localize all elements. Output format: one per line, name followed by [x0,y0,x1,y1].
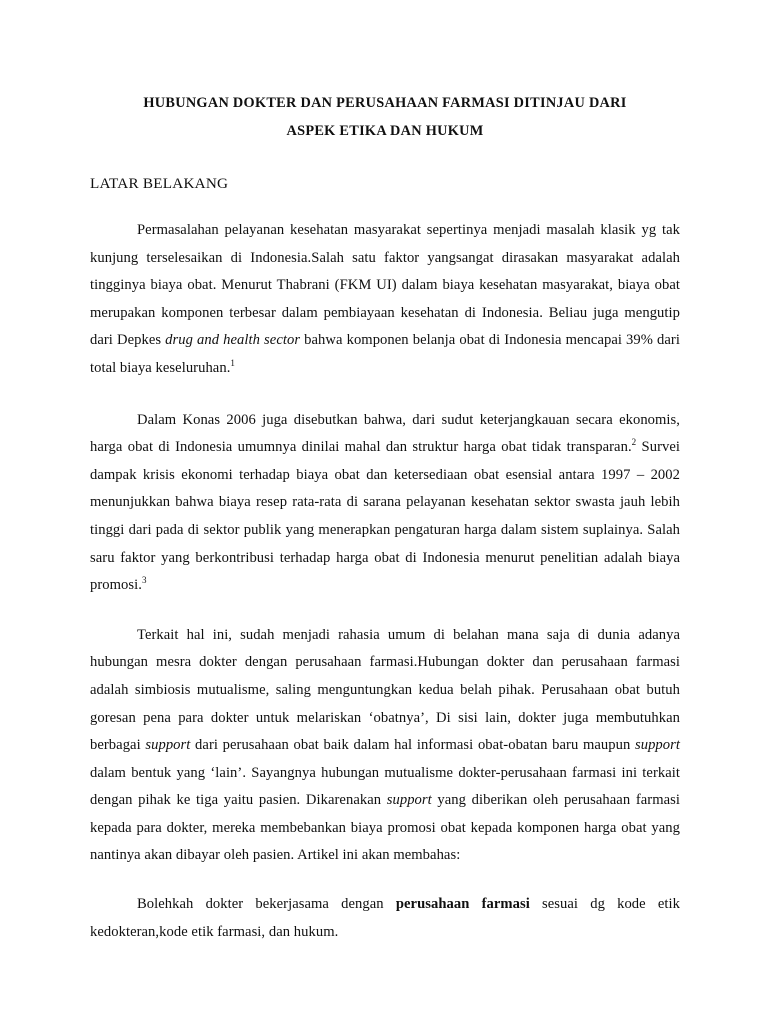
document-title-line-2: ASPEK ETIKA DAN HUKUM [286,122,484,139]
paragraph-3-italic-support-3: support [386,792,432,809]
paragraph-1-segment-1: Permasalahan pelayanan kesehatan masyarakat sepertinya menjadi masalah klasik yg tak kunjung terselesaikan di Indonesia.Salah satu faktor yangsangat dirasakan masyarakat adalah tingginya biaya obat. Menurut Thabrani (FKM UI) dalam biaya kesehatan masyarakat, biaya obat merupakan komponen terbesar dalam pembiayaan kesehatan di Indonesia. Beliau juga mengutip dari Depkes [90,222,680,349]
paragraph-4-segment-1: Bolehkah dokter bekerjasama dengan [137,896,396,913]
footnote-reference-1: 1 [230,358,235,369]
paragraph-2-segment-2: Survei dampak krisis ekonomi terhadap biaya obat dan ketersediaan obat esensial antara 1997 – 2002 menunjukkan bahwa biaya resep rata-rata di sarana pelayanan kesehatan sektor swasta jauh lebih tinggi dari pada di sektor publik yang menerapkan pengaturan harga dalam sistem suplainya. Salah saru faktor yang berkontribusi terhadap harga obat di Indonesia menurut penelitian adalah biaya promosi. [90,439,680,594]
footnote-reference-3: 3 [141,575,147,586]
paragraph-3-segment-1: Terkait hal ini, sudah menjadi rahasia umum di belahan mana saja di dunia adanya hubungan mesra dokter dengan perusahaan farmasi.Hubungan dokter dan perusahaan farmasi adalah simbiosis mutualisme, saling menguntungkan kedua belah pihak. Perusahaan obat butuh goresan pena para dokter untuk melariskan ‘obatnya’, Di sisi lain, dokter juga membutuhkan berbagai [90,626,680,754]
paragraph-2 [90,407,680,600]
footnote-reference-2: 2 [631,437,637,448]
paragraph-2-segment-1: Dalam Konas 2006 juga disebutkan bahwa, dari sudut keterjangkauan secara ekonomis, harga obat di Indonesia umumnya dinilai mahal dan struktur harga obat tidak transparan. [90,411,680,456]
paragraph-3-italic-support-1: support [145,737,191,754]
section-heading-latar-belakang: LATAR BELAKANG [90,175,229,192]
paragraph-4-segment-3: sesuai dg kode etik kedokteran,kode etik farmasi, dan hukum. [90,896,681,940]
document-content [90,0,680,946]
paragraph-4-bold-perusahaan-farmasi: perusahaan farmasi [395,896,530,913]
paragraph-3-segment-3: dari perusahaan obat baik dalam hal informasi obat-obatan baru maupun [190,737,635,754]
document-title-line-1: HUBUNGAN DOKTER DAN PERUSAHAAN FARMASI DITINJAU DARI [143,95,627,111]
paragraph-1-segment-3: bahwa komponen belanja obat di Indonesia mencapai 39% dari total biaya keseluruhan. [90,332,680,376]
paragraph-1 [90,217,680,383]
paragraph-3-segment-7: yang diberikan oleh perusahaan farmasi kepada para dokter, mereka membebankan biaya promosi obat kepada komponen harga obat yang nantinya akan dibayar oleh pasien. Artikel ini akan membahas: [90,792,680,864]
paragraph-3-segment-5: dalam bentuk yang ‘lain’. Sayangnya hubungan mutualisme dokter-perusahaan farmasi ini terkait dengan pihak ke tiga yaitu pasien. Dikarenakan [90,764,680,809]
paragraph-3 [90,622,680,870]
paragraph-4 [90,891,680,946]
paragraph-1-italic-drug-and-health-sector: drug and health sector [165,332,301,349]
paragraph-3-italic-support-2: support [634,737,680,754]
